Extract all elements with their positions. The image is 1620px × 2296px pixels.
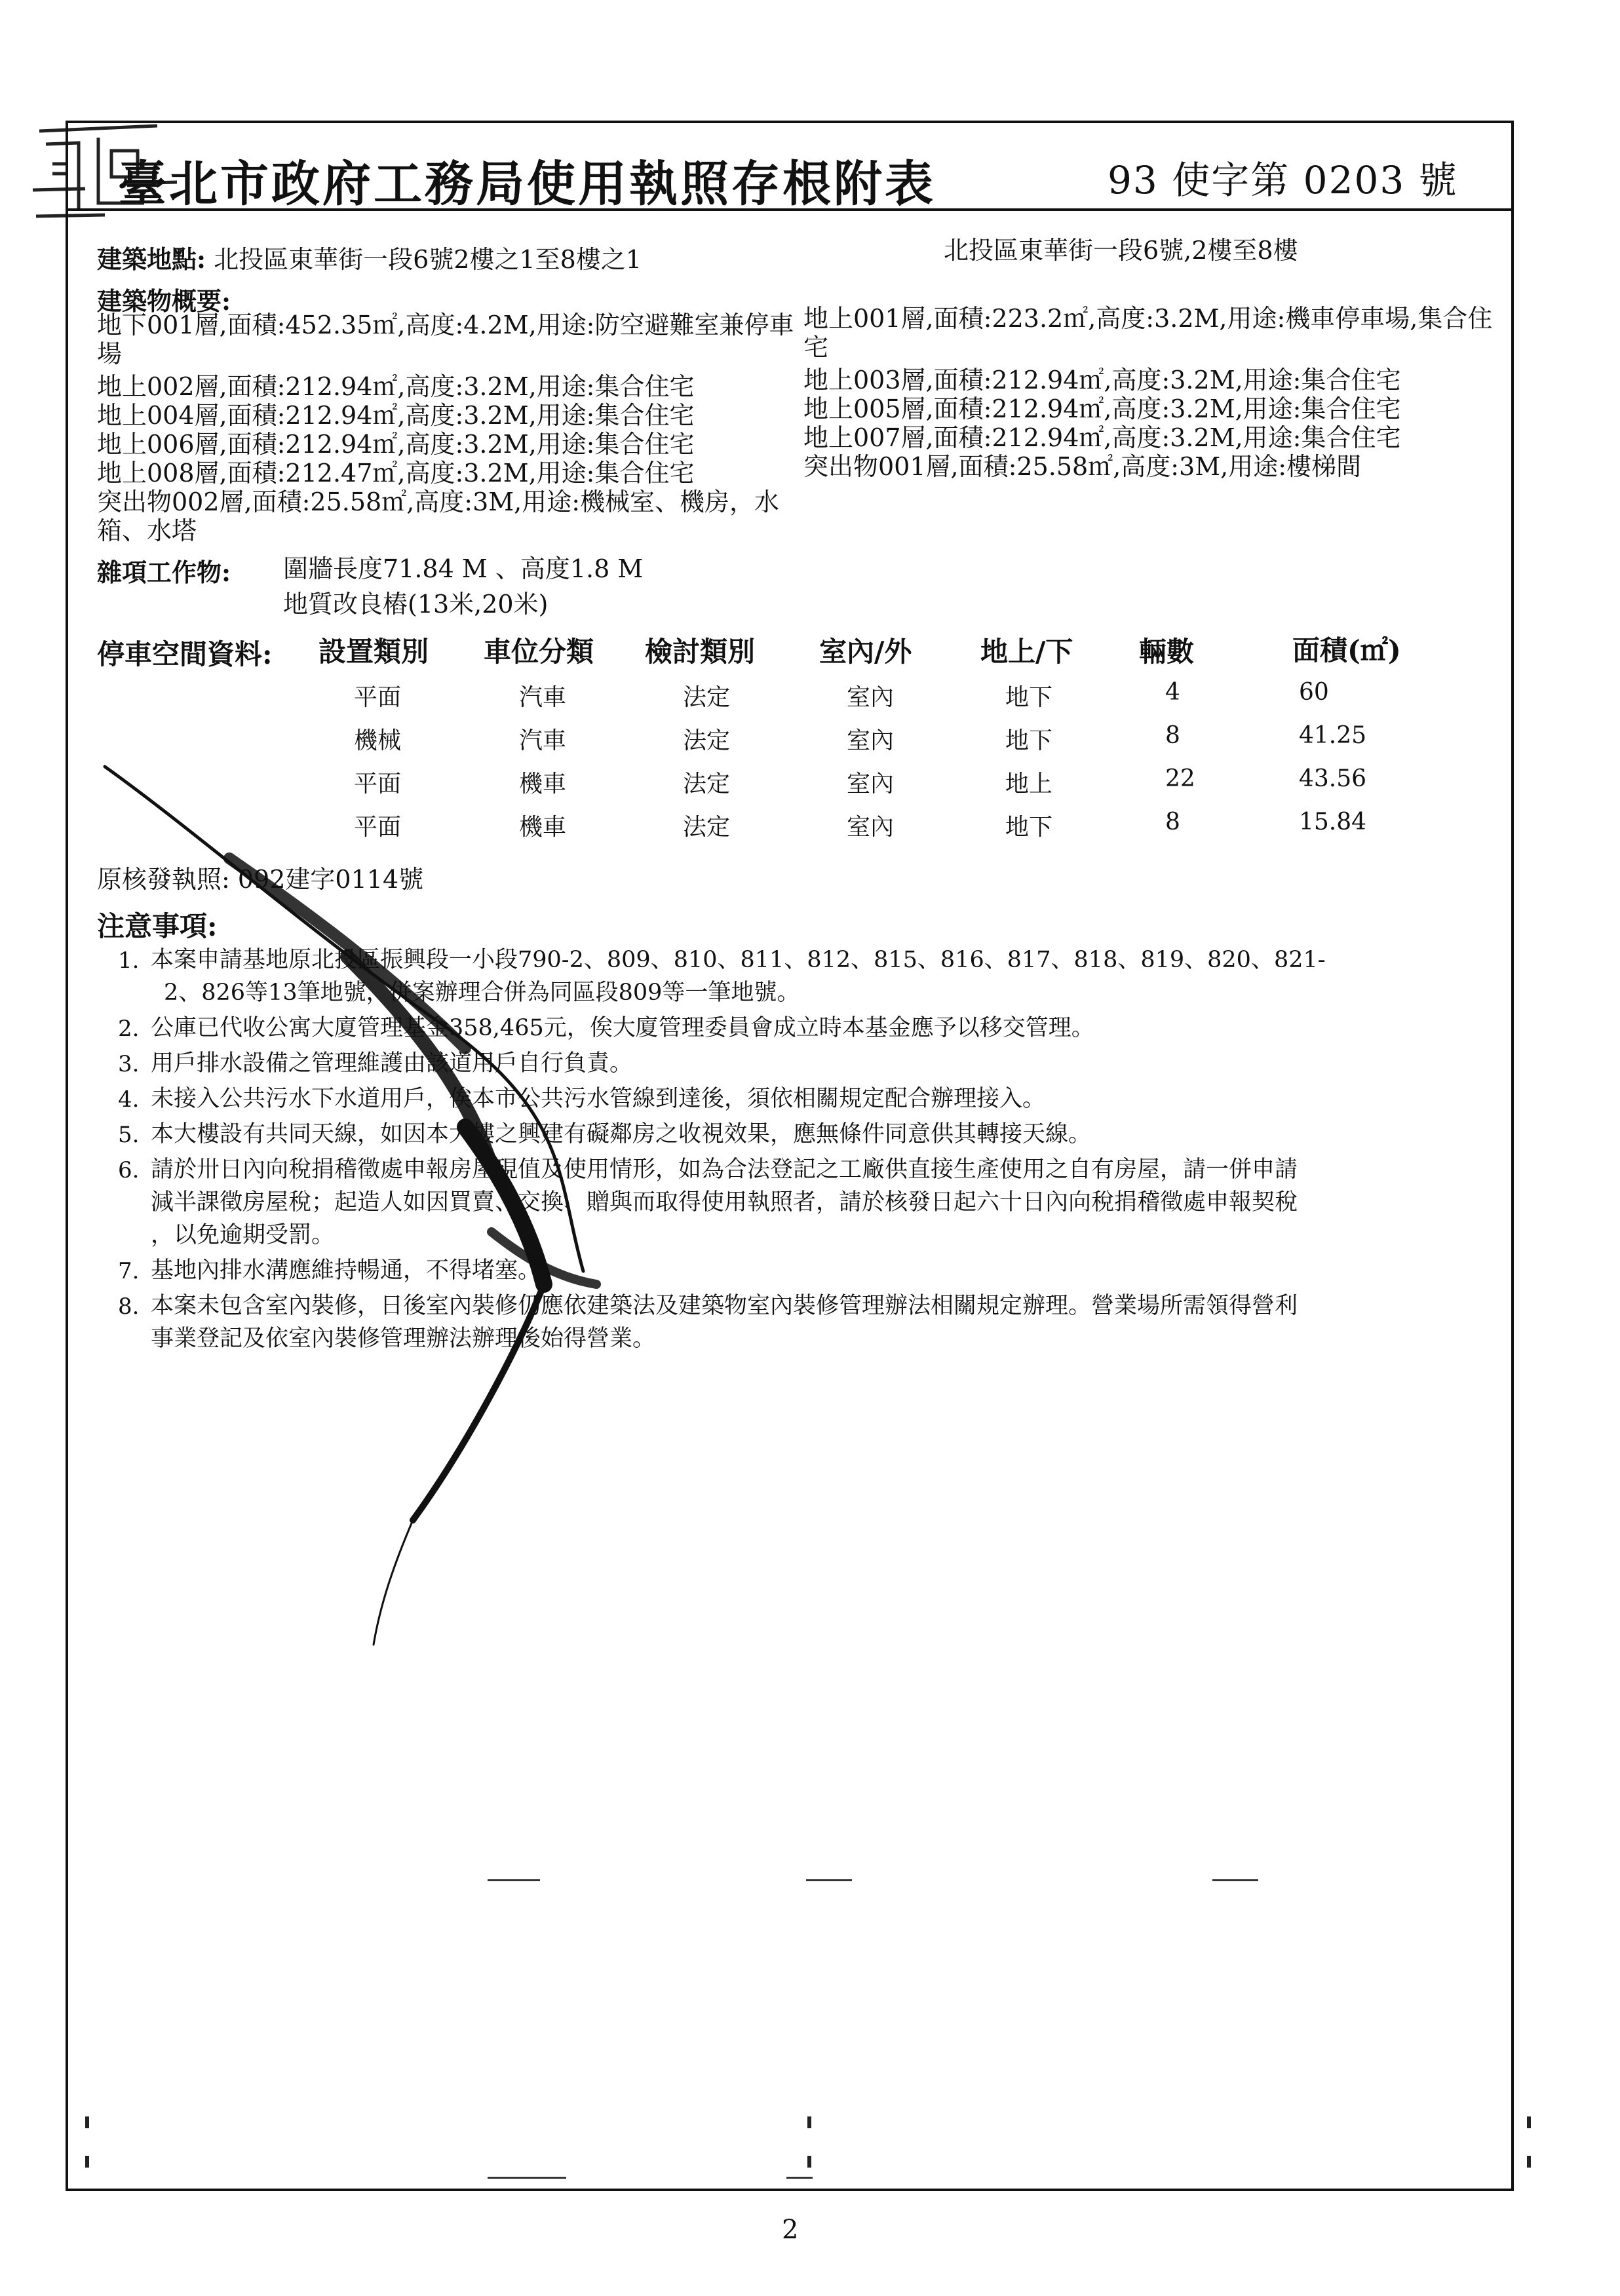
site-label: 建築地點:	[97, 244, 206, 274]
parking-cell: 平面	[354, 814, 402, 841]
parking-cell: 地下	[1005, 727, 1053, 754]
misc-line-2: 地質改良樁(13米,20米)	[283, 590, 549, 619]
note-item: 1. 本案申請基地原北投區振興段一小段790-2、809、810、811、812、815、816、817、818、819、820、821- 2、826等13筆地號，併案辦理合併為同區段809等一筆地號。	[118, 944, 1501, 1009]
note-item: 8. 本案未包含室內裝修，日後室內裝修仍應依建築法及建築物室內裝修管理辦法相關規定辦理。營業場所需領得營利 事業登記及依室內裝修管理辦法辦理後始得營業。	[118, 1290, 1501, 1355]
handwritten-stroke	[98, 760, 636, 1664]
parking-cell: 15.84	[1299, 809, 1367, 835]
overview-label: 建築物概要:	[97, 286, 231, 316]
overview-line: 地上007層,面積:212.94㎡,高度:3.2M,用途:集合住宅	[803, 423, 1401, 452]
notes-label: 注意事項:	[97, 910, 218, 942]
parking-cell: 22	[1165, 765, 1195, 792]
parking-cell: 室內	[847, 771, 895, 797]
parking-header: 地上/下	[980, 636, 1073, 668]
scan-mark	[85, 2156, 89, 2168]
parking-header: 輛數	[1139, 636, 1195, 668]
overview-line: 地上001層,面積:223.2㎡,高度:3.2M,用途:機車停車場,集合住	[803, 304, 1493, 333]
scan-mark	[1527, 2156, 1531, 2168]
overview-line: 突出物001層,面積:25.58㎡,高度:3M,用途:樓梯間	[803, 452, 1362, 481]
note-item: 3. 用戶排水設備之管理維護由該道用戶自行負責。	[118, 1047, 1501, 1080]
overview-line: 場	[97, 339, 123, 368]
overview-line: 地上003層,面積:212.94㎡,高度:3.2M,用途:集合住宅	[803, 366, 1401, 394]
parking-label: 停車空間資料:	[97, 638, 273, 670]
parking-cell: 法定	[683, 814, 731, 841]
parking-header: 室內/外	[819, 636, 912, 668]
scan-mark	[488, 1879, 540, 1881]
parking-cell: 法定	[683, 684, 731, 711]
site-address-right: 北投區東華街一段6號,2樓至8樓	[944, 236, 1298, 265]
note-item: 5. 本大樓設有共同天線，如因本大樓之興建有礙鄰房之收視效果，應無條件同意供其轉接天線。	[118, 1118, 1501, 1151]
note-item: 7. 基地內排水溝應維持暢通，不得堵塞。	[118, 1254, 1501, 1287]
parking-cell: 室內	[847, 814, 895, 841]
misc-line-1: 圍牆長度71.84 M 、高度1.8 M	[283, 554, 644, 583]
scan-mark	[1527, 2116, 1531, 2128]
parking-header: 車位分類	[484, 636, 594, 668]
parking-cell: 室內	[847, 727, 895, 754]
parking-cell: 機車	[519, 814, 567, 841]
overview-line: 地上008層,面積:212.47㎡,高度:3.2M,用途:集合住宅	[97, 459, 695, 488]
document-title: 臺北市政府工務局使用執照存根附表	[118, 156, 936, 212]
scan-mark	[807, 2156, 811, 2168]
original-license: 原核發執照: 092建字0114號	[97, 865, 424, 894]
site-row	[97, 245, 642, 274]
overview-line: 宅	[803, 333, 829, 362]
scan-mark	[85, 2116, 89, 2128]
overview-line: 突出物002層,面積:25.58㎡,高度:3M,用途:機械室、機房，水	[97, 488, 780, 516]
note-line: 本大樓設有共同天線，如因本大樓之興建有礙鄰房之收視效果，應無條件同意供其轉接天線。	[151, 1121, 1092, 1147]
note-item: 6. 請於卅日內向稅捐稽徵處申報房屋現值及使用情形，如為合法登記之工廠供直接生產使用之自有房屋，請一併申請 減半課徵房屋稅；起造人如因買賣、交換、贈與而取得使用執照者，請於核發日起六十日內向稅捐稽徵處申報契稅 ，以免逾期受罰。	[118, 1153, 1501, 1252]
scan-mark	[786, 2177, 813, 2179]
scan-mark	[807, 2116, 811, 2128]
parking-cell: 機械	[354, 727, 402, 754]
note-line: 事業登記及依室內裝修管理辦法辦理後始得營業。	[151, 1326, 656, 1352]
parking-cell: 41.25	[1299, 722, 1367, 749]
misc-label: 雜項工作物:	[97, 558, 231, 587]
parking-cell: 平面	[354, 771, 402, 797]
overview-left	[97, 311, 794, 545]
scan-mark	[488, 2177, 566, 2179]
parking-cell: 地上	[1005, 771, 1053, 797]
note-line: 請於卅日內向稅捐稽徵處申報房屋現值及使用情形，如為合法登記之工廠供直接生產使用之自有房屋，請一併申請	[151, 1157, 1298, 1183]
parking-cell: 地下	[1005, 814, 1053, 841]
note-line: 本案申請基地原北投區振興段一小段790-2、809、810、811、812、815、816、817、818、819、820、821-	[151, 947, 1326, 973]
overview-line: 地上004層,面積:212.94㎡,高度:3.2M,用途:集合住宅	[97, 401, 695, 430]
parking-cell: 平面	[354, 684, 402, 711]
overview-line: 箱、水塔	[97, 516, 197, 545]
parking-cell: 汽車	[519, 727, 567, 754]
note-line: ，以免逾期受罰。	[151, 1222, 335, 1248]
note-item: 4. 未接入公共污水下水道用戶，俟本市公共污水管線到達後，須依相關規定配合辦理接入。	[118, 1082, 1501, 1115]
overview-line: 地上005層,面積:212.94㎡,高度:3.2M,用途:集合住宅	[803, 394, 1401, 423]
note-item: 2. 公庫已代收公寓大廈管理基金358,465元，俟大廈管理委員會成立時本基金應予以移交管理。	[118, 1012, 1501, 1044]
site-address-left: 北投區東華街一段6號2樓之1至8樓之1	[214, 245, 642, 274]
overview-line: 地上002層,面積:212.94㎡,高度:3.2M,用途:集合住宅	[97, 372, 695, 401]
parking-header: 設置類別	[318, 636, 429, 668]
note-line: 減半課徵房屋稅；起造人如因買賣、交換、贈與而取得使用執照者，請於核發日起六十日內向稅捐稽徵處申報契稅	[151, 1189, 1298, 1215]
overview-line: 地上006層,面積:212.94㎡,高度:3.2M,用途:集合住宅	[97, 430, 695, 459]
parking-cell: 8	[1165, 722, 1180, 749]
parking-header: 檢討類別	[645, 636, 756, 668]
parking-cell: 地下	[1005, 684, 1053, 711]
page-number: 2	[782, 2215, 799, 2245]
parking-cell: 8	[1165, 809, 1180, 835]
parking-header: 面積(㎡)	[1292, 634, 1401, 666]
overview-line: 地下001層,面積:452.35㎡,高度:4.2M,用途:防空避難室兼停車	[97, 311, 794, 339]
parking-cell: 汽車	[519, 684, 567, 711]
parking-cell: 60	[1299, 679, 1329, 706]
note-line: 公庫已代收公寓大廈管理基金358,465元，俟大廈管理委員會成立時本基金應予以移交管理。	[151, 1015, 1094, 1041]
scan-mark	[1212, 1879, 1258, 1881]
note-line: 基地內排水溝應維持暢通，不得堵塞。	[151, 1257, 541, 1284]
permit-number: 93 使字第 0203 號	[1108, 158, 1458, 202]
note-line: 用戶排水設備之管理維護由該道用戶自行負責。	[151, 1050, 633, 1077]
parking-cell: 機車	[519, 771, 567, 797]
scan-mark	[806, 1879, 852, 1881]
overview-right	[803, 304, 1492, 481]
parking-cell: 4	[1165, 679, 1180, 706]
note-line: 2、826等13筆地號，併案辦理合併為同區段809等一筆地號。	[164, 980, 800, 1006]
parking-cell: 法定	[683, 727, 731, 754]
parking-cell: 法定	[683, 771, 731, 797]
note-line: 未接入公共污水下水道用戶，俟本市公共污水管線到達後，須依相關規定配合辦理接入。	[151, 1086, 1046, 1112]
parking-cell: 43.56	[1299, 765, 1367, 792]
parking-cell: 室內	[847, 684, 895, 711]
note-line: 本案未包含室內裝修，日後室內裝修仍應依建築法及建築物室內裝修管理辦法相關規定辦理。營業場所需領得營利	[151, 1293, 1298, 1319]
